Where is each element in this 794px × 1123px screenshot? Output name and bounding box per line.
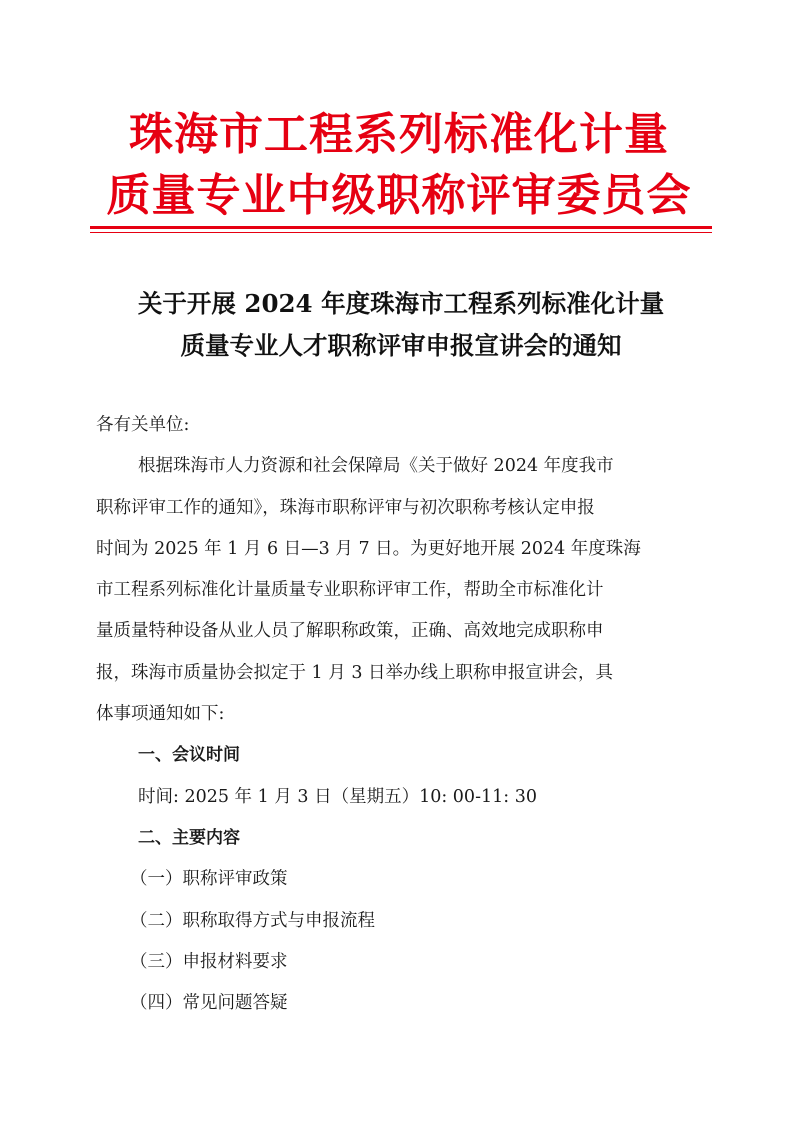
content-item: （一）职称评审政策 (130, 869, 288, 890)
salutation: 各有关单位: (96, 415, 190, 435)
title-line-1: 关于开展 2024 年度珠海市工程系列标准化计量 (137, 289, 665, 318)
section-heading-meeting-time: 一、会议时间 (138, 745, 240, 766)
content-item: （三）申报材料要求 (130, 951, 288, 972)
paragraph-line: 量质量特种设备从业人员了解职称政策，正确、高效地完成职称申 (96, 621, 604, 642)
title-line-2: 质量专业人才职称评审申报宣讲会的通知 (180, 331, 622, 360)
paragraph-line: 报，珠海市质量协会拟定于 1 月 3 日举办线上职称申报宣讲会，具 (96, 662, 614, 683)
document-title (90, 283, 712, 367)
red-divider-thin (90, 232, 712, 233)
paragraph-line: 根据珠海市人力资源和社会保障局《关于做好 2024 年度我市 (138, 456, 614, 477)
section-heading-main-content: 二、主要内容 (138, 827, 240, 848)
issuing-organization-header (84, 104, 714, 226)
header-line-2: 质量专业中级职称评审委员会 (106, 170, 692, 221)
content-item: （二）职称取得方式与申报流程 (130, 910, 375, 931)
paragraph-line: 体事项通知如下: (96, 704, 225, 725)
meeting-time-text: 时间: 2025 年 1 月 3 日（星期五）10: 00-11: 30 (138, 786, 537, 807)
document-body (96, 405, 714, 1024)
header-line-1: 珠海市工程系列标准化计量 (129, 109, 669, 160)
paragraph-line: 时间为 2025 年 1 月 6 日—3 月 7 日。为更好地开展 2024 年度珠海 (96, 538, 641, 559)
red-divider-thick (90, 226, 712, 229)
paragraph-line: 市工程系列标准化计量质量专业职称评审工作，帮助全市标准化计 (96, 580, 604, 601)
content-item: （四）常见问题答疑 (130, 993, 288, 1014)
paragraph-line: 职称评审工作的通知》，珠海市职称评审与初次职称考核认定申报 (96, 497, 595, 518)
